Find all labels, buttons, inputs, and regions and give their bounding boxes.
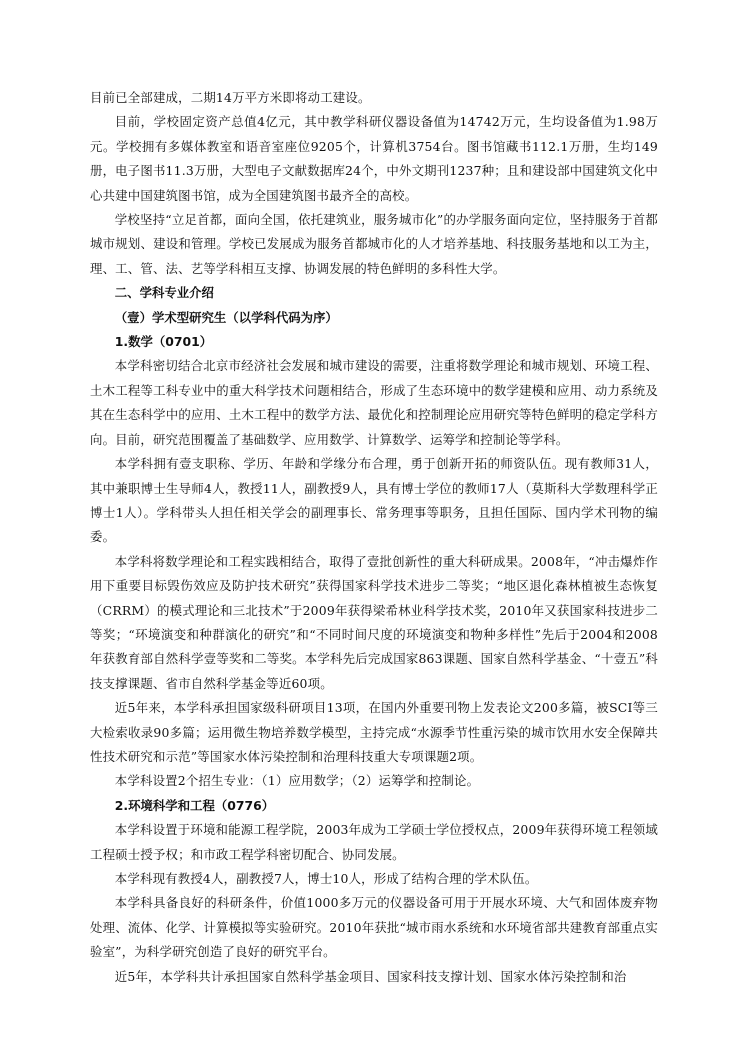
- intro-paragraph-positioning: 学校坚持“立足首都，面向全国，依托建筑业，服务城市化”的办学服务面向定位，坚持服务于首都城市规划、建设和管理。学校已发展成为服务首都城市化的人才培养基地、科技服务基地和以工为主，理、工、管、法、艺等学科相互支撑、协调发展的特色鲜明的多科性大学。: [90, 212, 658, 276]
- env-paragraph: 本学科现有教授4人，副教授7人，博士10人，形成了结构合理的学术队伍。: [114, 871, 538, 886]
- env-paragraph: 本学科具备良好的科研条件，价值1000多万元的仪器设备可用于开展水环境、大气和固体废弃物处理、流体、化学、计算模拟等实验研究。2010年获批“城市雨水系统和水环境省部共建教育部重点实验室”，为科学研究创造了良好的研究平台。: [90, 895, 658, 960]
- section-title: 二、学科专业介绍: [114, 285, 214, 301]
- intro-paragraph-continuation: 目前已全部建成，二期14万平方米即将动工建设。: [90, 90, 371, 105]
- math-paragraph: 本学科密切结合北京市经济社会发展和城市建设的需要，注重将数学理论和城市规划、环境工程、土木工程等工科专业中的重大科学技术问题相结合，形成了生态环境中的数学建模和应用、动力系统及其在生态科学中的应用、土木工程中的数学方法、最优化和控制理论应用研究等特色鲜明的稳定学科方向。目前，研究范围覆盖了基础数学、应用数学、计算数学、运筹学和控制论等学科。: [90, 358, 658, 447]
- math-paragraph: 本学科拥有壹支职称、学历、年龄和学缘分布合理，勇于创新开拓的师资队伍。现有教师31人，其中兼职博士生导师4人，教授11人，副教授9人，具有博士学位的教师17人（莫斯科大学数理科学正博士1人）。学科带头人担任相关学会的副理事长、常务理事等职务，且担任国际、国内学术刊物的编委。: [90, 456, 658, 545]
- env-paragraph: 近5年，本学科共计承担国家自然科学基金项目、国家科技支撑计划、国家水体污染控制和治: [114, 968, 627, 984]
- math-discipline-title: 1.数学（0701）: [114, 334, 213, 350]
- env-discipline-title: 2.环境科学和工程（0776）: [114, 797, 275, 813]
- env-paragraph: 本学科设置于环境和能源工程学院，2003年成为工学硕士学位授权点，2009年获得环境工程领域工程硕士授予权；和市政工程学科密切配合、协同发展。: [90, 822, 658, 862]
- subsection-title: （壹）学术型研究生（以学科代码为序）: [114, 309, 338, 325]
- math-paragraph: 近5年来，本学科承担国家级科研项目13项，在国内外重要刊物上发表论文200多篇，被SCI等三大检索收录90多篇；运用微生物培养数学模型，主持完成“水源季节性重污染的城市饮用水安全保障共性技术研究和示范”等国家水体污染控制和治理科技重大专项课题2项。: [90, 700, 658, 764]
- math-paragraph: 本学科设置2个招生专业：（1）应用数学；（2）运筹学和控制论。: [114, 773, 480, 789]
- math-paragraph: 本学科将数学理论和工程实践相结合，取得了壹批创新性的重大科研成果。2008年，“冲击爆炸作用下重要目标毁伤效应及防护技术研究”获得国家科学技术进步二等奖；“地区退化森林植被生态恢复（CRRM）的模式理论和三北技术”于2009年获得梁希林业科学技术奖，2010年又获国家科技进步二等奖；“环境演变和种群演化的研究”和“不同时间尺度的环境演变和物种多样性”先后于2004和2008年获教育部自然科学壹等奖和二等奖。本学科先后完成国家863课题、国家自然科学基金、“十壹五”科技支撑课题、省市自然科学基金等近60项。: [90, 553, 658, 691]
- intro-paragraph-assets: 目前，学校固定资产总值4亿元，其中教学科研仪器设备值为14742万元，生均设备值为1.98万元。学校拥有多媒体教室和语音室座位9205个，计算机3754台。图书馆藏书112.1万册，生均149册，电子图书11.3万册，大型电子文献数据库24个，中外文期刊1237种；且和建设部中国建筑文化中心共建中国建筑图书馆，成为全国建筑图书最齐全的高校。: [90, 114, 658, 203]
